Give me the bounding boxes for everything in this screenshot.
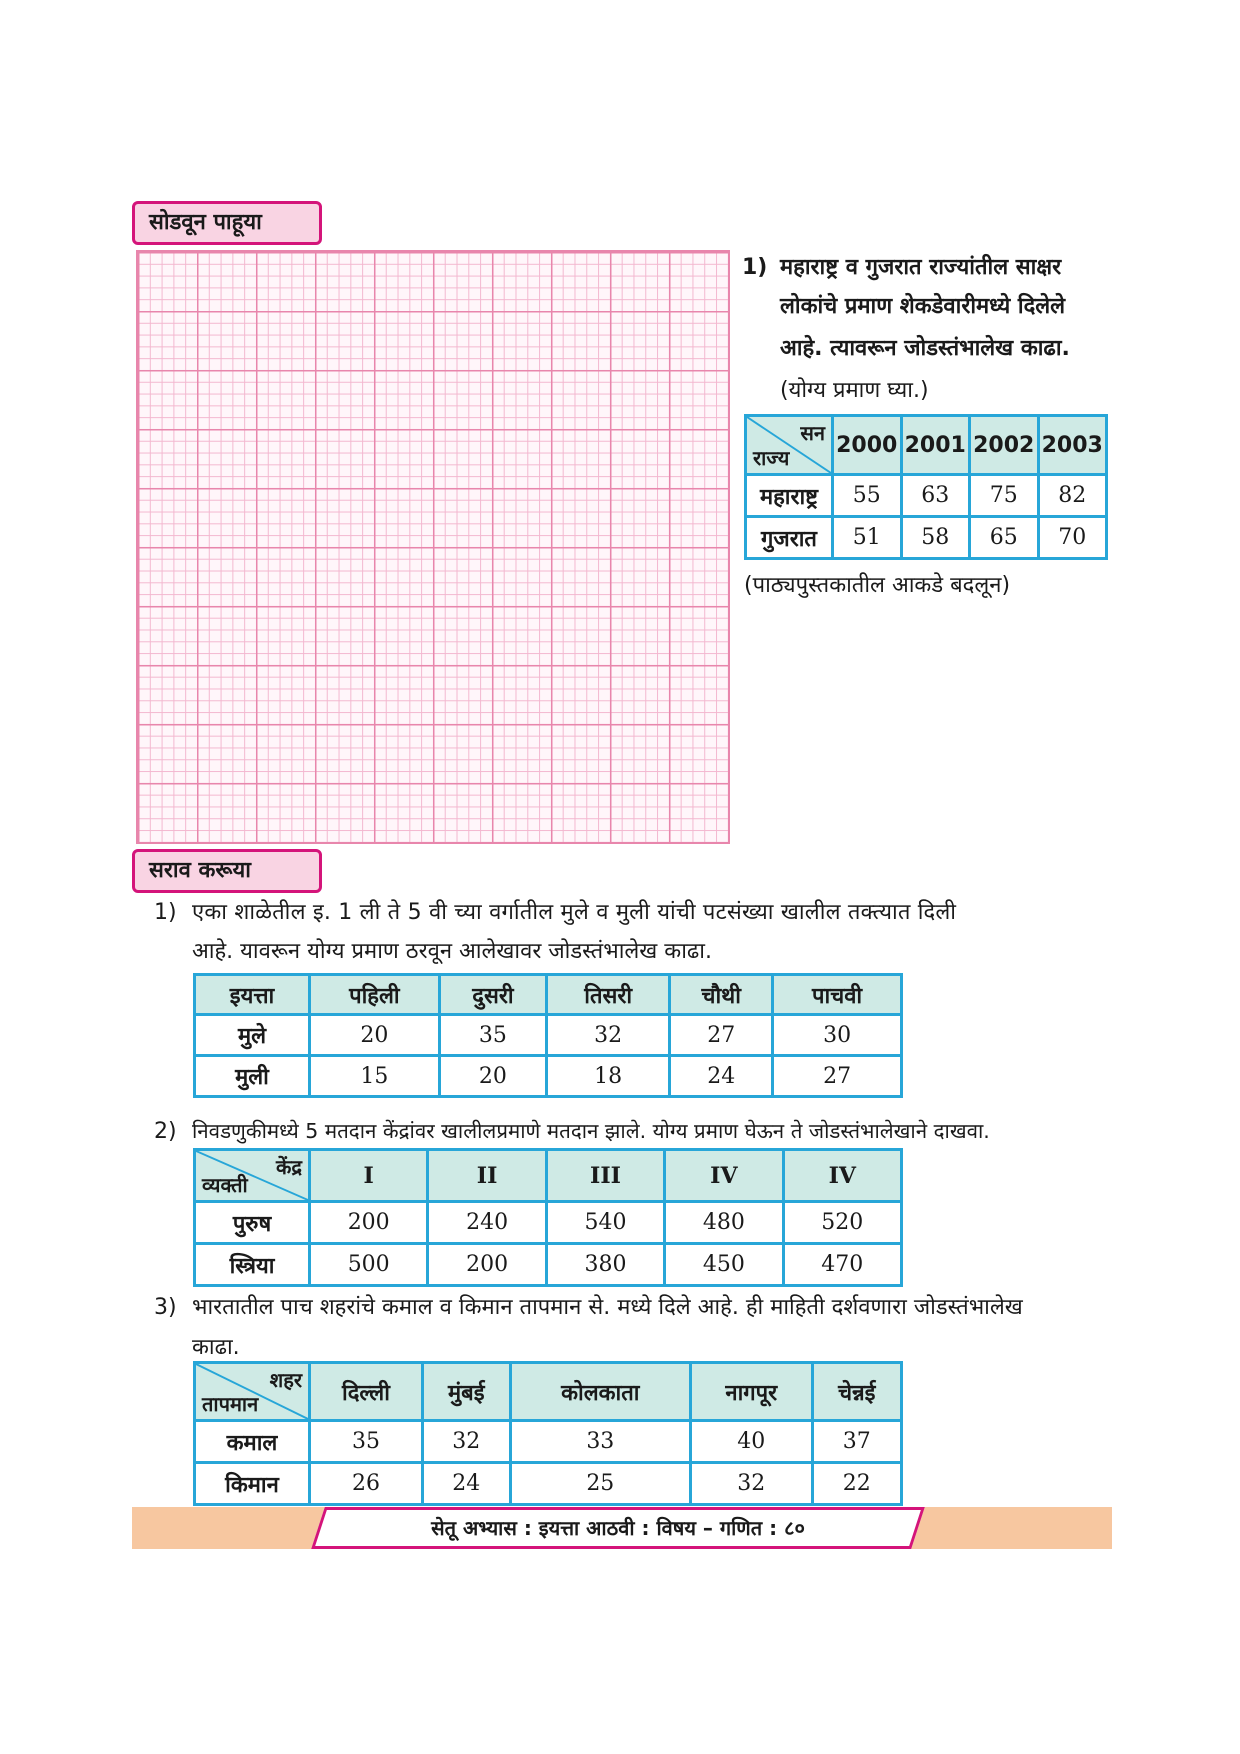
row-label: मुली	[195, 1056, 310, 1097]
cell-value: 70	[1038, 517, 1107, 559]
cell-value: 520	[783, 1202, 901, 1244]
row-label: गुजरात	[746, 517, 833, 559]
table-row	[195, 1202, 902, 1244]
cell-value: 20	[310, 1015, 440, 1056]
column-header: III	[546, 1150, 664, 1202]
row-label: किमान	[195, 1463, 310, 1505]
corner-label-temperature: तापमान	[202, 1392, 259, 1416]
column-header: तिसरी	[547, 975, 670, 1015]
column-header: कोलकाता	[510, 1363, 690, 1421]
year-header: 2000	[833, 416, 902, 475]
cell-value: 27	[670, 1015, 773, 1056]
column-header: II	[428, 1150, 546, 1202]
cell-value: 15	[310, 1056, 440, 1097]
cell-value: 58	[901, 517, 970, 559]
row-label: पुरुष	[195, 1202, 310, 1244]
column-header: IV	[783, 1150, 901, 1202]
q2-1-line1: एका शाळेतील इ. 1 ली ते 5 वी च्या वर्गातील मुले व मुली यांची पटसंख्या खालील तक्त्यात दिली	[192, 900, 957, 925]
year-header: 2002	[970, 416, 1039, 475]
literacy-table	[744, 414, 1108, 560]
column-header: पाचवी	[773, 975, 902, 1015]
cell-value: 480	[665, 1202, 783, 1244]
q1-line4: (योग्य प्रमाण घ्या.)	[780, 378, 929, 403]
table-row	[195, 1421, 902, 1463]
cell-value: 37	[812, 1421, 901, 1463]
cell-value: 200	[310, 1202, 428, 1244]
cell-value: 40	[691, 1421, 813, 1463]
table-corner-cell	[746, 416, 833, 475]
cell-value: 32	[691, 1463, 813, 1505]
cell-value: 55	[833, 475, 902, 517]
cell-value: 470	[783, 1244, 901, 1286]
column-header: I	[310, 1150, 428, 1202]
column-header: IV	[665, 1150, 783, 1202]
table-row	[195, 1463, 902, 1505]
cell-value: 51	[833, 517, 902, 559]
row-label: स्त्रिया	[195, 1244, 310, 1286]
table-corner-cell	[195, 1363, 310, 1421]
corner-label-year: सन	[800, 421, 825, 445]
section-title-solve: सोडवून पाहूया	[132, 201, 322, 245]
cell-value: 240	[428, 1202, 546, 1244]
column-header: चौथी	[670, 975, 773, 1015]
q2-3-line1: भारतातील पाच शहरांचे कमाल व किमान तापमान से. मध्ये दिले आहे. ही माहिती दर्शवणारा जोडस्तंभालेख	[192, 1295, 1023, 1320]
row-label: महाराष्ट्र	[746, 475, 833, 517]
q2-1-number: 1)	[154, 900, 177, 925]
cell-value: 35	[439, 1015, 546, 1056]
q2-3-number: 3)	[154, 1295, 177, 1320]
cell-value: 75	[970, 475, 1039, 517]
column-header: दुसरी	[439, 975, 546, 1015]
cell-value: 200	[428, 1244, 546, 1286]
cell-value: 24	[422, 1463, 510, 1505]
q1-line3: आहे. त्यावरून जोडस्तंभालेख काढा.	[780, 336, 1070, 361]
q2-1-line2: आहे. यावरून योग्य प्रमाण ठरवून आलेखावर जोडस्तंभालेख काढा.	[192, 939, 712, 964]
cell-value: 540	[546, 1202, 664, 1244]
cell-value: 18	[547, 1056, 670, 1097]
q2-3-line2: काढा.	[192, 1335, 240, 1360]
year-header: 2001	[901, 416, 970, 475]
graph-paper	[136, 250, 730, 844]
corner-label-person: व्यक्ती	[202, 1173, 248, 1197]
cell-value: 450	[665, 1244, 783, 1286]
cell-value: 500	[310, 1244, 428, 1286]
cell-value: 35	[310, 1421, 423, 1463]
table-row	[195, 1244, 902, 1286]
table-row	[195, 1056, 902, 1097]
temperature-table	[193, 1361, 903, 1506]
cell-value: 32	[422, 1421, 510, 1463]
cell-value: 26	[310, 1463, 423, 1505]
q1-number: 1)	[742, 255, 768, 280]
cell-value: 82	[1038, 475, 1107, 517]
table-source-note: (पाठ्यपुस्तकातील आकडे बदलून)	[744, 573, 1011, 598]
corner-label-center: केंद्र	[276, 1155, 302, 1179]
row-label: कमाल	[195, 1421, 310, 1463]
voting-table	[193, 1148, 903, 1287]
cell-value: 65	[970, 517, 1039, 559]
table-corner-cell	[195, 1150, 310, 1202]
cell-value: 63	[901, 475, 970, 517]
cell-value: 32	[547, 1015, 670, 1056]
cell-value: 24	[670, 1056, 773, 1097]
cell-value: 27	[773, 1056, 902, 1097]
column-header: पहिली	[310, 975, 440, 1015]
q1-line1: महाराष्ट्र व गुजरात राज्यांतील साक्षर	[780, 255, 1062, 280]
column-header: मुंबई	[422, 1363, 510, 1421]
corner-label-class: इयत्ता	[195, 975, 310, 1015]
table-row	[746, 517, 1107, 559]
row-label: मुले	[195, 1015, 310, 1056]
cell-value: 20	[439, 1056, 546, 1097]
cell-value: 33	[510, 1421, 690, 1463]
cell-value: 25	[510, 1463, 690, 1505]
q2-2-number: 2)	[154, 1119, 177, 1144]
q2-2-line1: निवडणुकीमध्ये 5 मतदान केंद्रांवर खालीलप्रमाणे मतदान झाले. योग्य प्रमाण घेऊन ते जोडस्तंभालेखाने दाखवा.	[192, 1119, 990, 1143]
students-table	[193, 973, 903, 1098]
year-header: 2003	[1038, 416, 1107, 475]
cell-value: 22	[812, 1463, 901, 1505]
column-header: चेन्नई	[812, 1363, 901, 1421]
q1-line2: लोकांचे प्रमाण शेकडेवारीमध्ये दिलेले	[780, 294, 1066, 319]
cell-value: 30	[773, 1015, 902, 1056]
table-row	[746, 475, 1107, 517]
page-footer: सेतू अभ्यास : इयत्ता आठवी : विषय – गणित : ८०	[431, 1516, 805, 1540]
corner-label-city: शहर	[269, 1368, 302, 1392]
column-header: नागपूर	[691, 1363, 813, 1421]
table-row	[195, 1015, 902, 1056]
section-title-practice: सराव करूया	[132, 849, 322, 893]
corner-label-state: राज्य	[753, 446, 790, 470]
column-header: दिल्ली	[310, 1363, 423, 1421]
cell-value: 380	[546, 1244, 664, 1286]
